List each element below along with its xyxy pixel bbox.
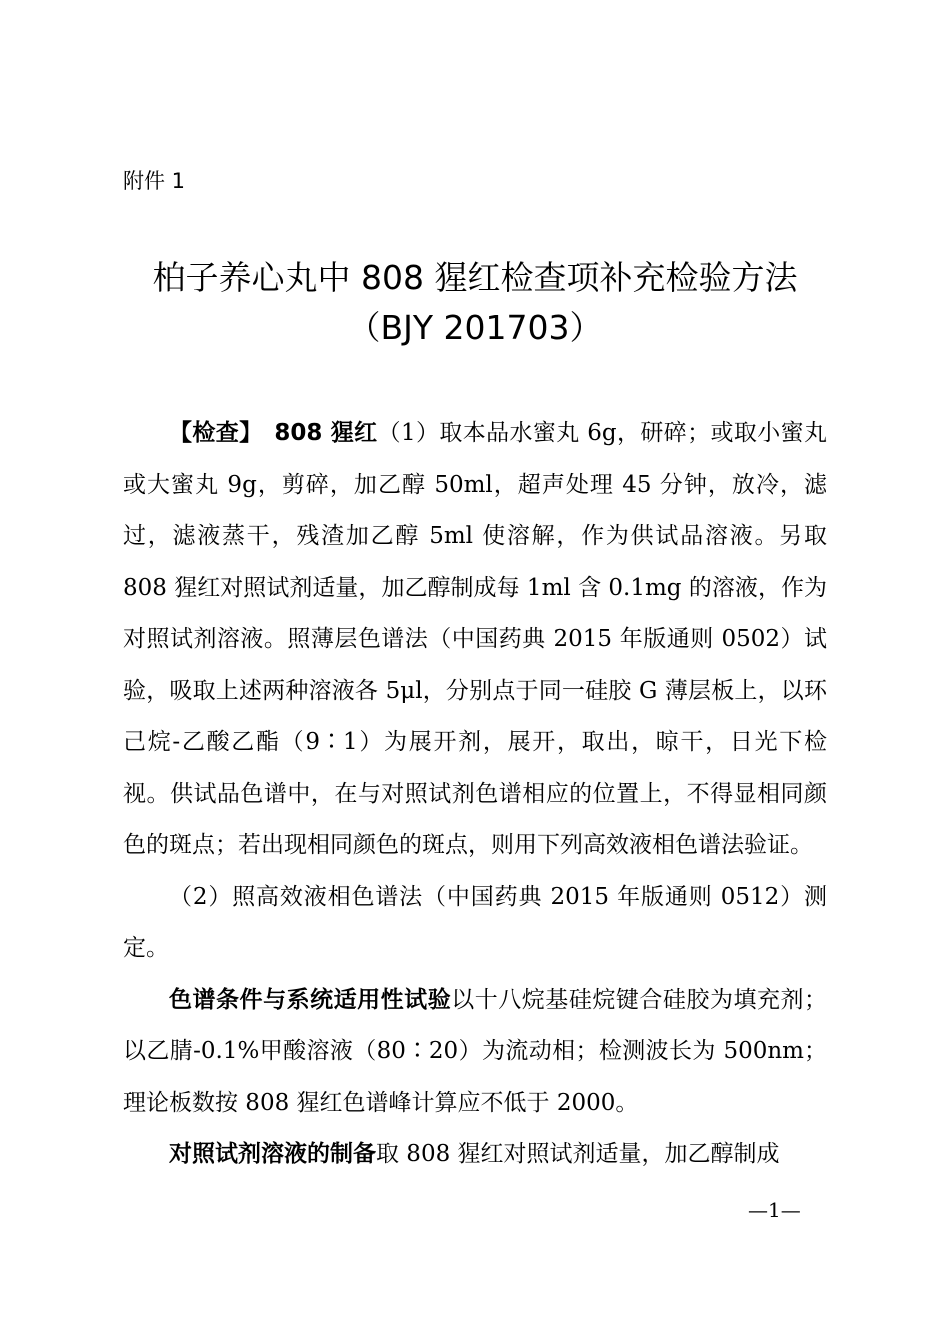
paragraph-chromatographic-conditions-text: 以十八烷基硅烷键合硅胶为填充剂；以乙腈-0.1%甲酸溶液（80∶20）为流动相；检测波长为 500nm；理论板数按 808 猩红色谱峰计算应不低于 2000。 (123, 986, 828, 1116)
paragraph-inspection-text: （1）取本品水蜜丸 6g，研碎；或取小蜜丸或大蜜丸 9g，剪碎，加乙醇 50ml，超声处理 45 分钟，放冷，滤过，滤液蒸干，残渣加乙醇 5ml 使溶解，作为供试品溶液。另取 808 猩红对照试剂适量，加乙醇制成每 1ml 含 0.1mg 的溶液，作为对照试剂溶液。照薄层色谱法（中国药典 2015 年版通则 0502）试验，吸取上述两种溶液各 5μl，分别点于同一硅胶 G 薄层板上，以环己烷-乙酸乙酯（9∶1）为展开剂，展开，取出，晾干，日光下检视。供试品色谱中，在与对照试剂色谱相应的位置上，不得显相同颜色的斑点；若出现相同颜色的斑点，则用下列高效液相色谱法验证。 (123, 420, 828, 858)
label-reference-solution: 对照试剂溶液的制备 (169, 1141, 376, 1167)
document-title-line2: （BJY 201703） (347, 308, 603, 347)
paragraph-hplc-text: （2）照高效液相色谱法（中国药典 2015 年版通则 0512）测定。 (123, 883, 827, 961)
paragraph-inspection (123, 408, 827, 872)
attachment-label: 附件 1 (123, 169, 186, 193)
item-label-808-scarlet: 808 猩红 (274, 420, 378, 446)
paragraph-reference-solution-text: 取 808 猩红对照试剂适量，加乙醇制成 (376, 1141, 780, 1167)
paragraph-chromatographic-conditions (123, 975, 827, 1130)
label-chromatographic-conditions: 色谱条件与系统适用性试验 (169, 986, 452, 1013)
paragraph-reference-solution (123, 1129, 827, 1181)
document-body (123, 408, 827, 1181)
page-number: —1— (748, 1198, 801, 1222)
section-heading-inspection: 【检查】 (169, 420, 252, 446)
document-title-line1: 柏子养心丸中 808 猩红检查项补充检验方法 (152, 258, 798, 297)
paragraph-hplc (123, 872, 827, 975)
